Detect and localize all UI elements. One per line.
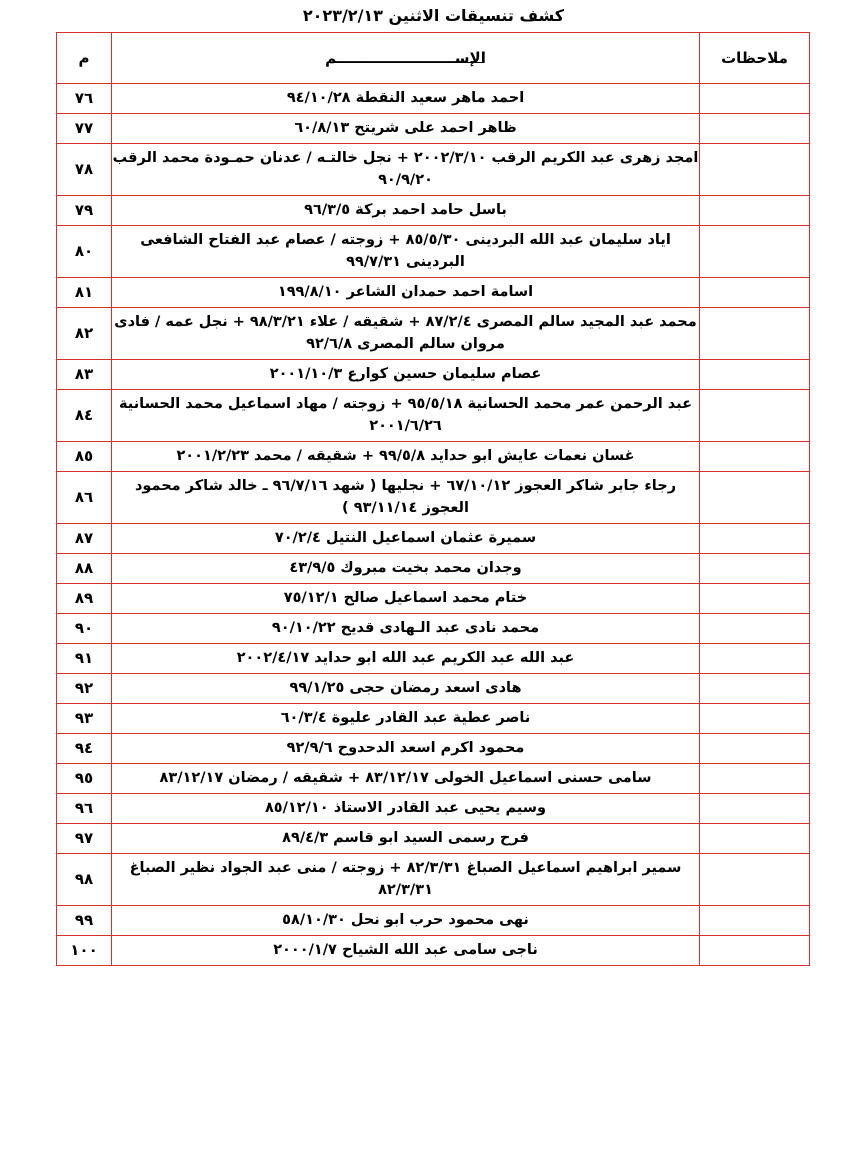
cell-name: وسيم يحيى عبد القادر الاستاذ ٨٥/١٢/١٠: [112, 794, 700, 824]
cell-notes: [700, 308, 810, 360]
cell-number: ٨٩: [57, 584, 112, 614]
cell-notes: [700, 390, 810, 442]
cell-notes: [700, 794, 810, 824]
table-row: [57, 360, 810, 390]
cell-number: ١٠٠: [57, 936, 112, 966]
cell-notes: [700, 644, 810, 674]
cell-notes: [700, 442, 810, 472]
table-row: [57, 644, 810, 674]
cell-name: محمد عبد المجيد سالم المصرى ٨٧/٢/٤ + شقيقه / علاء ٩٨/٣/٢١ + نجل عمه / فادى مروان سالم المصرى ٩٢/٦/٨: [112, 308, 700, 360]
cell-number: ٨٧: [57, 524, 112, 554]
cell-number: ٩٧: [57, 824, 112, 854]
table-row: [57, 584, 810, 614]
column-header-notes: ملاحظات: [700, 33, 810, 84]
table-row: [57, 524, 810, 554]
cell-number: ٧٦: [57, 84, 112, 114]
page-title: كشف تنسيقات الاثنين ٢٠٢٣/٢/١٣: [302, 6, 565, 25]
cell-number: ٩٠: [57, 614, 112, 644]
cell-number: ٧٩: [57, 196, 112, 226]
cell-number: ٨١: [57, 278, 112, 308]
cell-number: ٨٤: [57, 390, 112, 442]
table-row: [57, 906, 810, 936]
cell-name: سمير ابراهيم اسماعيل الصباغ ٨٢/٣/٣١ + زوجته / منى عبد الجواد نظير الصباغ ٨٢/٣/٣١: [112, 854, 700, 906]
cell-name: نهى محمود حرب ابو نحل ٥٨/١٠/٣٠: [112, 906, 700, 936]
cell-name: غسان نعمات عايش ابو حداید ٩٩/٥/٨ + شقيقه / محمد ٢٠٠١/٢/٢٣: [112, 442, 700, 472]
cell-notes: [700, 854, 810, 906]
table-row: [57, 854, 810, 906]
cell-number: ٩١: [57, 644, 112, 674]
table-row: [57, 936, 810, 966]
cell-name: هادى اسعد رمضان حجى ٩٩/١/٢٥: [112, 674, 700, 704]
table-row: [57, 278, 810, 308]
table-row: [57, 824, 810, 854]
cell-number: ٨٥: [57, 442, 112, 472]
cell-name: عبد الرحمن عمر محمد الحسانية ٩٥/٥/١٨ + زوجته / مهاد اسماعيل محمد الحسانية ٢٠٠١/٦/٢٦: [112, 390, 700, 442]
table-row: [57, 472, 810, 524]
cell-name: اسامة احمد حمدان الشاعر ١٩٩/٨/١٠: [112, 278, 700, 308]
column-header-name-text: الإســـــــــــــــــــــــم: [325, 49, 486, 67]
cell-number: ٧٨: [57, 144, 112, 196]
table-row: [57, 764, 810, 794]
cell-notes: [700, 614, 810, 644]
table-row: [57, 734, 810, 764]
table-row: [57, 794, 810, 824]
cell-number: ٨٣: [57, 360, 112, 390]
header-row: [57, 33, 810, 84]
cell-name: عبد الله عبد الكريم عبد الله ابو حداید ٢٠٠٢/٤/١٧: [112, 644, 700, 674]
cell-notes: [700, 584, 810, 614]
cell-name: اياد سليمان عبد الله البردينى ٨٥/٥/٣٠ + زوجته / عصام عبد الفتاح الشافعى البردينى ٩٩/٧/٣١: [112, 226, 700, 278]
cell-number: ٩٤: [57, 734, 112, 764]
table-row: [57, 196, 810, 226]
cell-number: ٨٢: [57, 308, 112, 360]
cell-name: ختام محمد اسماعيل صالح ٧٥/١٢/١: [112, 584, 700, 614]
cell-number: ٨٠: [57, 226, 112, 278]
cell-notes: [700, 84, 810, 114]
cell-notes: [700, 704, 810, 734]
cell-name: محمود اكرم اسعد الدحدوح ٩٢/٩/٦: [112, 734, 700, 764]
table-row: [57, 144, 810, 196]
cell-notes: [700, 278, 810, 308]
table-row: [57, 674, 810, 704]
table-row: [57, 442, 810, 472]
cell-name: وجدان محمد بخيت مبروك ٤٣/٩/٥: [112, 554, 700, 584]
cell-name: ظاهر احمد على شريتح ٦٠/٨/١٣: [112, 114, 700, 144]
column-header-name: [112, 33, 700, 84]
table-row: [57, 390, 810, 442]
cell-number: ٩٥: [57, 764, 112, 794]
cell-number: ٩٣: [57, 704, 112, 734]
cell-number: ٨٨: [57, 554, 112, 584]
cell-name: رجاء جابر شاكر العجوز ٦٧/١٠/١٢ + نجليها ( شهد ٩٦/٧/١٦ ـ خالد شاكر محمود العجوز ٩٣/١١/١٤ ): [112, 472, 700, 524]
cell-name: احمد ماهر سعيد النقطة ٩٤/١٠/٢٨: [112, 84, 700, 114]
cell-notes: [700, 472, 810, 524]
table-body: [57, 84, 810, 966]
cell-number: ٩٢: [57, 674, 112, 704]
table-row: [57, 614, 810, 644]
cell-notes: [700, 554, 810, 584]
column-header-number: م: [57, 33, 112, 84]
cell-notes: [700, 196, 810, 226]
cell-name: ناصر عطية عبد القادر عليوة ٦٠/٣/٤: [112, 704, 700, 734]
cell-notes: [700, 226, 810, 278]
cell-name: سميرة عثمان اسماعيل النتيل ٧٠/٢/٤: [112, 524, 700, 554]
table-row: [57, 554, 810, 584]
cell-notes: [700, 764, 810, 794]
cell-notes: [700, 114, 810, 144]
table-row: [57, 308, 810, 360]
coordination-table: [56, 32, 810, 966]
cell-name: عصام سليمان حسين كوارع ٢٠٠١/١٠/٣: [112, 360, 700, 390]
cell-name: محمد نادى عبد الـهادى قديح ٩٠/١٠/٢٢: [112, 614, 700, 644]
cell-notes: [700, 144, 810, 196]
cell-name: سامى حسنى اسماعيل الخولى ٨٣/١٢/١٧ + شقيقه / رمضان ٨٣/١٢/١٧: [112, 764, 700, 794]
table-row: [57, 84, 810, 114]
cell-notes: [700, 734, 810, 764]
cell-notes: [700, 524, 810, 554]
table-row: [57, 704, 810, 734]
cell-notes: [700, 936, 810, 966]
cell-notes: [700, 906, 810, 936]
cell-name: امجد زهرى عبد الكريم الرقب ٢٠٠٢/٣/١٠ + نجل خالتـه / عدنان حمـودة محمد الرقب ٩٠/٩/٢٠: [112, 144, 700, 196]
cell-number: ٩٦: [57, 794, 112, 824]
cell-name: ناجى سامى عبد الله الشياح ٢٠٠٠/١/٧: [112, 936, 700, 966]
cell-number: ٧٧: [57, 114, 112, 144]
table-row: [57, 114, 810, 144]
cell-name: فرح رسمى السيد ابو قاسم ٨٩/٤/٣: [112, 824, 700, 854]
table-header: [57, 33, 810, 84]
cell-name: باسل حامد احمد بركة ٩٦/٣/٥: [112, 196, 700, 226]
cell-notes: [700, 360, 810, 390]
cell-notes: [700, 674, 810, 704]
table-row: [57, 226, 810, 278]
coordination-table-container: [56, 32, 810, 966]
cell-notes: [700, 824, 810, 854]
cell-number: ٨٦: [57, 472, 112, 524]
cell-number: ٩٨: [57, 854, 112, 906]
cell-number: ٩٩: [57, 906, 112, 936]
